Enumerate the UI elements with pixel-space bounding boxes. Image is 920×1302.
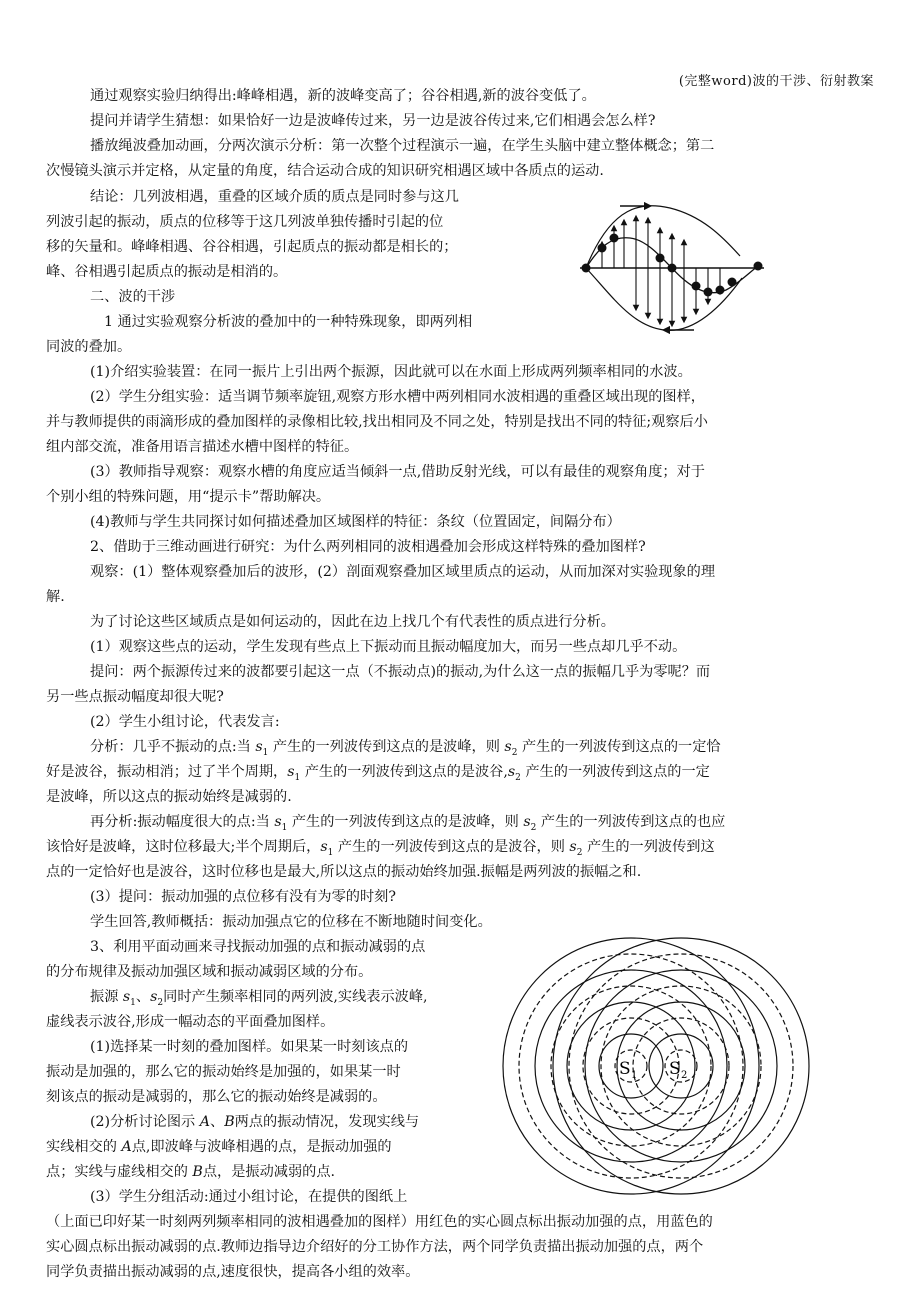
text-line: 振源 $s_1$、$s_2$同时产生频率相同的两列波,实线表示波峰, [90,989,428,1008]
text-line: (4)教师与学生共同探讨如何描述叠加区域图样的特征：条纹（位置固定，间隔分布） [90,514,621,530]
text-line: 学生回答,教师概括：振动加强点它的位移在不断地随时间变化。 [90,914,492,930]
text-line: 通过观察实验归纳得出:峰峰相遇，新的波峰变高了；谷谷相遇,新的波谷变低了。 [90,88,596,104]
text-line: 播放绳波叠加动画，分两次演示分析：第一次整个过程演示一遍，在学生头脑中建立整体概念；第二 [90,138,715,154]
text-line: 刻该点的振动是减弱的，那么它的振动始终是减弱的。 [46,1089,387,1105]
text-line: 个别小组的特殊问题，用“提示卡”帮助解决。 [46,489,331,505]
text-line: 再分析:振动幅度很大的点:当 $s_1$ 产生的一列波传到这点的是波峰，则 $s_2$ 产生的一列波传到这点的也应 [90,814,726,833]
svg-text:S: S [669,1059,681,1079]
text-line: （上面已印好某一时刻两列频率相同的波相遇叠加的图样）用红色的实心圆点标出振动加强的点，用蓝色的 [46,1214,713,1230]
text-line: 3、利用平面动画来寻找振动加强的点和振动减弱的点 [90,939,426,955]
text-line: 该恰好是波峰，这时位移最大;半个周期后，$s_1$ 产生的一列波传到这点的是波谷，则 $s_2$ 产生的一列波传到这 [46,839,715,858]
crest-ring [599,1034,663,1098]
text-line: 的分布规律及振动加强区域和振动减弱区域的分布。 [46,964,373,980]
displacement-arrows [602,218,720,324]
text-line: 移的矢量和。峰峰相遇、谷谷相遇，引起质点的振动都是相长的； [46,239,458,255]
text-line: 组内部交流，准备用语言描述水槽中图样的特征。 [46,439,359,455]
text-line: 为了讨论这些区域质点是如何运动的，因此在边上找几个有代表性的质点进行分析。 [90,614,615,630]
text-line: (3）提问：振动加强的点位移有没有为零的时刻? [90,889,396,905]
text-line: 实心圆点标出振动减弱的点.教师边指导边介绍好的分工协作方法，两个同学负责描出振动加强的点，两个 [46,1239,704,1255]
text-line: 2、借助于三维动画进行研究：为什么两列相同的波相遇叠加会形成这样特殊的叠加图样? [90,539,646,555]
text-line: 虚线表示波谷,形成一幅动态的平面叠加图样。 [46,1014,335,1030]
text-line: 另一些点振动幅度却很大呢? [46,689,224,705]
page-header: (完整word)波的干涉、衍射教案 [678,74,874,89]
text-line: 点的一定恰好也是波谷，这时位移也是最大,所以这点的振动始终加强.振幅是两列波的振幅之和. [46,864,642,880]
text-line: (3）学生分组活动:通过小组讨论，在提供的图纸上 [90,1189,408,1205]
svg-text:2: 2 [681,1070,688,1081]
text-line: (1）观察这些点的运动，学生发现有些点上下振动而且振动幅度加大，而另一些点却几乎不动。 [90,639,687,655]
text-line: 实线相交的 A点,即波峰与波峰相遇的点，是振动加强的 [46,1139,392,1155]
crest-ring [585,970,777,1162]
text-line: (1)选择某一时刻的叠加图样。如果某一时刻该点的 [90,1039,409,1055]
crest-ring [649,1034,713,1098]
text-line: (1)介绍实验装置：在同一振片上引出两个振源，因此就可以在水面上形成两列频率相同的水波。 [90,364,692,380]
svg-text:1: 1 [631,1070,638,1081]
trough-ring [551,986,711,1146]
text-line: 是波峰，所以这点的振动始终是减弱的. [46,789,292,805]
text-line: 同学负责描出振动减弱的点,速度很快，提高各小组的效率。 [46,1264,420,1280]
text-line: 好是波谷，振动相消；过了半个周期，$s_1$ 产生的一列波传到这点的是波谷$,s_2$ 产生的一列波传到这点的一定 [46,764,710,783]
interference-pattern-figure [518,938,874,1192]
wave-trough-curve [586,268,742,330]
text-line: 观察：(1）整体观察叠加后的波形，(2）剖面观察叠加区域里质点的运动，从而加深对实验现象的理 [90,564,716,580]
crest-ring [503,938,759,1194]
text-line: (2）学生分组实验：适当调节频率旋钮,观察方形水槽中两列相同水波相遇的重叠区域出现的图样， [90,389,705,405]
crest-ring [553,938,809,1194]
text-line: 结论：几列波相遇，重叠的区域介质的质点是同时参与这几 [90,189,459,205]
svg-text:S: S [619,1059,631,1079]
text-line: 点；实线与虚线相交的 B点，是振动减弱的点. [46,1164,336,1180]
text-line: 1 通过实验观察分析波的叠加中的一种特殊现象，即两列相 [104,314,473,330]
source-s1-label [619,1059,637,1081]
text-line: (2）学生小组讨论，代表发言: [90,714,280,730]
crest-ring [535,970,727,1162]
text-line: 提问：两个振源传过来的波都要引起这一点（不振动点)的振动,为什么这一点的振幅几乎为零呢？而 [90,664,711,680]
section-heading: 二、波的干涉 [90,289,176,305]
wave-superposition-figure [572,196,768,338]
text-line: 振动是加强的，那么它的振动始终是加强的，如果某一时 [46,1064,401,1080]
crest-ring [617,1002,745,1130]
text-line: 分析：几乎不振动的点:当 $s_1$ 产生的一列波传到这点的是波峰，则 $s_2$ 产生的一列波传到这点的一定恰 [90,739,721,758]
text-line: 提问并请学生猜想：如果恰好一边是波峰传过来，另一边是波谷传过来,它们相遇会怎么样? [90,113,656,129]
text-line: (3）教师指导观察：观察水槽的角度应适当倾斜一点,借助反射光线，可以有最佳的观察角度；对于 [90,464,705,480]
text-line: 解. [46,589,65,605]
source-s2-label [669,1059,687,1081]
text-line: 次慢镜头演示并定格，从定量的角度，结合运动合成的知识研究相遇区域中各质点的运动. [46,163,604,179]
text-line: 峰、谷相遇引起质点的振动是相消的。 [46,264,288,280]
text-line: (2)分析讨论图示 A、B两点的振动情况，发现实线与 [90,1114,420,1130]
text-line: 并与教师提供的雨滴形成的叠加图样的录像相比较,找出相同及不同之处，特别是找出不同的特征;观察后小 [46,414,708,430]
text-line: 同波的叠加。 [46,339,132,355]
text-line: 列波引起的振动，质点的位移等于这几列波单独传播时引起的位 [46,214,444,230]
